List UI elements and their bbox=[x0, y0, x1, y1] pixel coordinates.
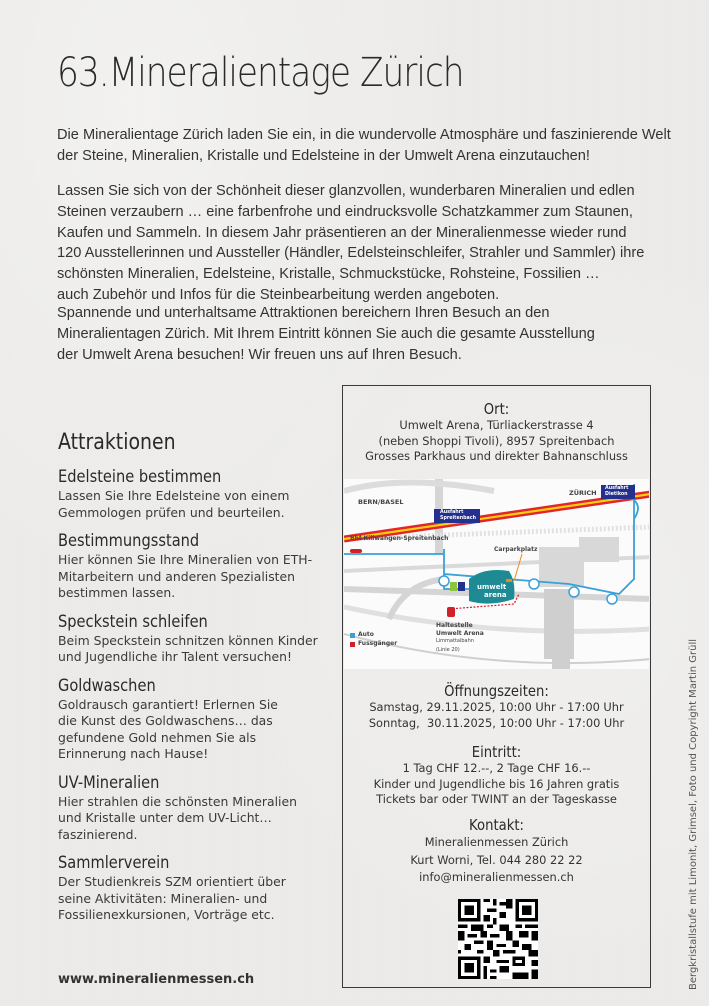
text-line: Erinnerung nach Hause! bbox=[58, 746, 209, 761]
contact-email[interactable]: info@mineralienmessen.ch bbox=[419, 870, 574, 884]
text-line: Goldrausch garantiert! Erlernen Sie bbox=[58, 696, 278, 712]
text-line: Hier strahlen die schönsten Mineralien bbox=[58, 793, 297, 809]
attraction-description bbox=[58, 697, 348, 763]
contact-section bbox=[343, 816, 650, 887]
attraction-item bbox=[58, 773, 348, 844]
map-label-zurich: ZÜRICH bbox=[569, 489, 597, 497]
map-label-station: Bhf Killwangen-Spreitenbach bbox=[350, 535, 449, 542]
info-box bbox=[342, 385, 651, 988]
text-line: Haltestelle bbox=[436, 622, 473, 629]
text-line: Der Studienkreis SZM orientiert über bbox=[58, 874, 286, 889]
attraction-description bbox=[58, 488, 348, 521]
text-line: Die Mineralientage Zürich laden Sie ein, in die wundervolle Atmosphäre und faszinierende Welt bbox=[57, 127, 671, 143]
text-line: Ausfahrt bbox=[605, 486, 629, 491]
text-line: der Umwelt Arena besuchen! Wir freuen uns auf Ihren Besuch. bbox=[57, 346, 462, 363]
attraction-title: Sammlerverein bbox=[58, 853, 170, 873]
attraction-item bbox=[58, 853, 348, 924]
attraction-title: Goldwaschen bbox=[58, 675, 156, 696]
attraction-item bbox=[58, 467, 348, 521]
text-line: Grosses Parkhaus und direkter Bahnanschluss bbox=[365, 449, 628, 463]
attraction-item bbox=[58, 531, 348, 602]
text-line: Steinen verzaubern … eine farbenfrohe und eindrucksvolle Schatzkammer zum Staunen, bbox=[57, 203, 633, 220]
contact-title: Kontakt: bbox=[469, 816, 524, 834]
attraction-title: Bestimmungsstand bbox=[58, 531, 200, 551]
opening-hours-title: Öffnungszeiten: bbox=[444, 682, 549, 700]
text-line: Limmattalbahn bbox=[436, 638, 474, 644]
opening-hours-section bbox=[343, 682, 650, 731]
text-line: Lassen Sie Ihre Edelsteine von einem bbox=[58, 488, 290, 503]
text-line: Spannende und unterhaltsame Attraktionen bereichern Ihren Besuch an den bbox=[57, 305, 550, 321]
text-line: Tickets bar oder TWINT an der Tageskasse bbox=[376, 792, 617, 806]
page-title: 63.Mineralientage Zürich bbox=[57, 50, 464, 96]
map-exit-spreitenbach bbox=[440, 510, 476, 521]
text-line: Hier können Sie Ihre Mineralien von ETH- bbox=[58, 552, 313, 567]
text-line: schönsten Mineralien, Edelsteine, Kristalle, Schmuckstücke, Rohsteine, Fossilien … bbox=[57, 266, 600, 283]
map-exit-dietikon bbox=[605, 486, 628, 497]
text-line: und Jugendliche ihr Talent versuchen! bbox=[58, 649, 292, 664]
svg-text:arena: arena bbox=[484, 591, 507, 599]
text-line: Sonntag, 30.11.2025, 10:00 Uhr - 17:00 Uhr bbox=[368, 715, 625, 730]
text-line: Umwelt Arena bbox=[436, 629, 484, 637]
intro-paragraph-3 bbox=[57, 303, 657, 365]
intro-paragraph-1 bbox=[57, 125, 671, 167]
qr-code[interactable] bbox=[457, 899, 539, 979]
text-line: Kurt Worni, Tel. 044 280 22 22 bbox=[410, 852, 583, 867]
text-line: Spreitenbach bbox=[440, 515, 477, 521]
map-label-bern: BERN/BASEL bbox=[358, 498, 404, 506]
location-title: Ort: bbox=[483, 400, 510, 418]
text-line: Mineralientagen Zürich. Mit Ihrem Eintritt können Sie auch die gesamte Ausstellung bbox=[57, 325, 595, 342]
attraction-title: Edelsteine bestimmen bbox=[58, 467, 222, 487]
photo-credit: Bergkristallstufe mit Limonit, Grimsel, Foto und Copyright Martin Grüll bbox=[688, 638, 699, 990]
text-line: Umwelt Arena, Türliackerstrasse 4 bbox=[399, 418, 594, 432]
text-line: seine Aktivitäten: Mineralien- und bbox=[58, 890, 268, 906]
text-line: Lassen Sie sich von der Schönheit dieser glanzvollen, wunderbaren Mineralien und edlen bbox=[57, 183, 635, 199]
text-line: Mineralienmessen Zürich bbox=[424, 835, 569, 849]
legend-pedestrian: Fussgänger bbox=[358, 640, 398, 647]
text-line: (neben Shoppi Tivoli), 8957 Spreitenbach bbox=[378, 433, 615, 448]
attraction-description bbox=[58, 633, 348, 666]
website-link[interactable]: www.mineralienmessen.ch bbox=[58, 972, 255, 987]
attractions-heading: Attraktionen bbox=[58, 430, 176, 455]
attraction-description bbox=[58, 874, 348, 924]
text-line: Dietikon bbox=[605, 491, 628, 497]
attraction-title: UV-Mineralien bbox=[58, 772, 160, 793]
text-line: auch Zubehör und Infos für die Steinbearbeitung werden angeboten. bbox=[57, 286, 500, 303]
entry-section bbox=[343, 743, 650, 808]
attractions-list bbox=[58, 467, 348, 934]
text-line: Ausfahrt bbox=[440, 510, 464, 515]
attraction-item bbox=[58, 676, 348, 763]
text-line: Gemmologen prüfen und beurteilen. bbox=[58, 504, 285, 520]
text-line: Fossilienexkursionen, Vorträge etc. bbox=[58, 907, 275, 922]
text-line: der Steine, Mineralien, Kristalle und Edelsteine in der Umwelt Arena einzutauchen! bbox=[57, 147, 590, 164]
text-line: Kinder und Jugendliche bis 16 Jahren gratis bbox=[373, 776, 620, 791]
svg-text:umwelt: umwelt bbox=[477, 583, 507, 591]
location-map bbox=[344, 479, 649, 669]
map-label-stop bbox=[436, 622, 484, 654]
text-line: Kaufen und Sammeln. In diesem Jahr präsentieren an der Mineralienmesse wieder rund bbox=[57, 224, 627, 241]
entry-title: Eintritt: bbox=[471, 743, 522, 761]
text-line: und Kristalle unter dem UV-Licht… bbox=[58, 810, 272, 825]
text-line: Mitarbeitern und anderen Spezialisten bbox=[58, 568, 296, 584]
legend-auto: Auto bbox=[358, 631, 374, 638]
text-line: faszinierend. bbox=[58, 826, 138, 842]
attraction-title: Speckstein schleifen bbox=[58, 611, 208, 632]
location-section bbox=[343, 400, 650, 465]
attraction-description bbox=[58, 794, 348, 844]
text-line: Beim Speckstein schnitzen können Kinder bbox=[58, 632, 318, 648]
text-line: bestimmen lassen. bbox=[58, 585, 176, 600]
map-label-carpark: Carparkplatz bbox=[494, 546, 538, 553]
text-line: die Kunst des Goldwaschens… das bbox=[58, 713, 273, 728]
intro-paragraph-2 bbox=[57, 181, 657, 306]
text-line: gefundene Gold nehmen Sie als bbox=[58, 729, 257, 745]
text-line: (Linie 20) bbox=[436, 646, 460, 653]
text-line: Samstag, 29.11.2025, 10:00 Uhr - 17:00 Uhr bbox=[369, 700, 624, 714]
text-line: 120 Ausstellerinnen und Aussteller (Händler, Edelsteinschleifer, Strahler und Sammler) ihre bbox=[57, 245, 645, 262]
attraction-item bbox=[58, 612, 348, 666]
attraction-description bbox=[58, 552, 348, 602]
text-line: 1 Tag CHF 12.--, 2 Tage CHF 16.-- bbox=[402, 761, 591, 775]
